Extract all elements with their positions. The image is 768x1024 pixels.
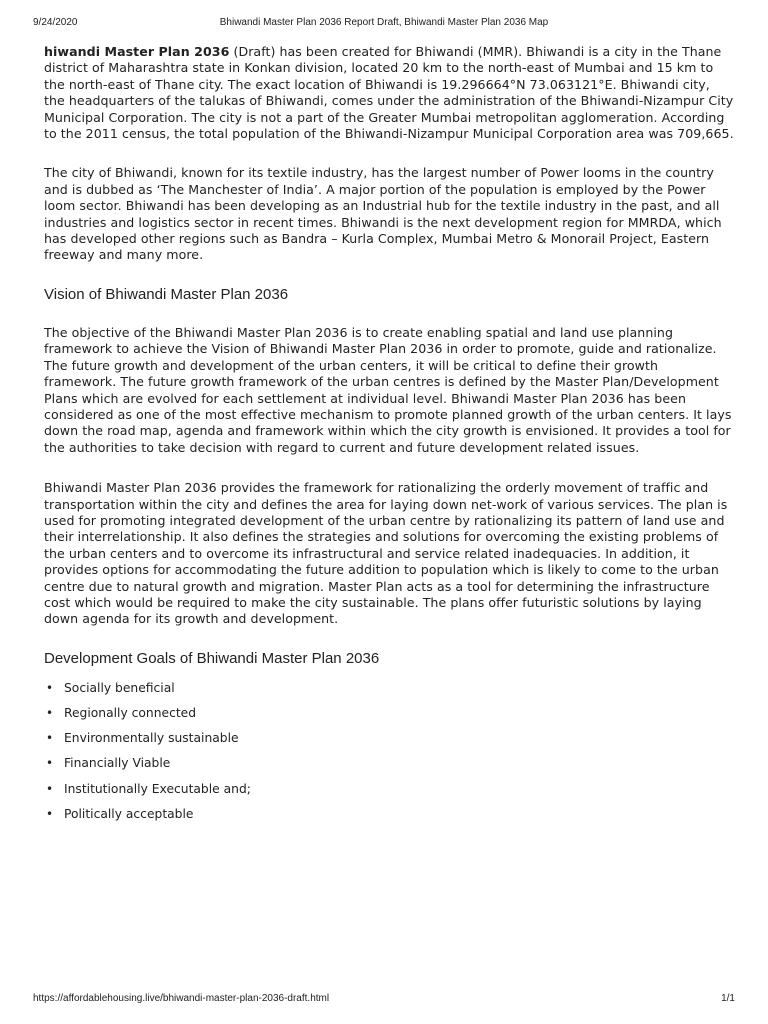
print-date: 9/24/2020 [33,17,78,28]
goals-heading: Development Goals of Bhiwandi Master Plan 2036 [44,649,380,667]
bullet-icon: • [46,680,54,695]
goal-item: • Environmentally sustainable [46,731,239,746]
goals-list [44,680,734,822]
bullet-icon: • [46,731,54,746]
print-footer [33,993,735,1007]
bullet-icon: • [46,756,54,771]
goal-item: • Socially beneficial [46,680,175,695]
intro-text: (Draft) has been created for Bhiwandi (MMR). Bhiwandi is a city in the Thane district of Maharashtra state in Konkan division, located 20 km to the north-east of Mumbai and 15 km to the north-east of Thane city. The exact location of Bhiwandi is 19.296664°N 73.063121°E. Bhiwandi city, the headquarters of the talukas of Bhiwandi, comes under the administration of the Bhiwandi-Nizampur City Municipal Corporation. The city is not a part of the Greater Mumbai metropolitan agglomeration. According to the 2011 census, the total population of the Bhiwandi-Nizampur Municipal Corporation area was 709,665. [44,44,734,142]
goal-item: • Regionally connected [46,705,197,720]
vision-paragraph-1: The objective of the Bhiwandi Master Plan 2036 is to create enabling spatial and land use planning framework to achieve the Vision of Bhiwandi Master Plan 2036 in order to promote, guide and rationalize. The future growth and development of the urban centers, it will be critical to define their growth framework. The future growth framework of the urban centres is defined by the Master Plan/Development Plans which are evolved for each settlement at individual level. Bhiwandi Master Plan 2036 has been considered as one of the most effective mechanism to promote planned growth of the urban centers. It lays down the road map, agenda and framework within which the city growth is envisioned. It provides a tool for the authorities to take decision with regard to current and future development related issues. [44,324,732,455]
intro-paragraph [44,44,734,142]
vision-heading: Vision of Bhiwandi Master Plan 2036 [44,285,289,303]
bullet-icon: • [46,806,54,821]
bullet-icon: • [46,705,54,720]
print-page-title: Bhiwandi Master Plan 2036 Report Draft, Bhiwandi Master Plan 2036 Map [219,17,549,28]
goal-item: • Politically acceptable [46,806,194,821]
bullet-icon: • [46,781,54,796]
goal-item: • Institutionally Executable and; [46,781,251,796]
vision-paragraph-2: Bhiwandi Master Plan 2036 provides the framework for rationalizing the orderly movement of traffic and transportation within the city and defines the area for laying down net-work of various services. The plan is used for promoting integrated development of the urban centre by rationalizing its pattern of land use and their interrelationship. It also defines the strategies and solutions for overcoming the existing problems of the urban centers and to overcome its infrastructural and service related inadequacies. In addition, it provides options for accommodating the future addition to population which is likely to come to the urban centre due to natural growth and migration. Master Plan acts as a tool for determining the infrastructure cost which would be required to make the city sustainable. The plans offer futuristic solutions by laying down agenda for its growth and development. [44,480,728,627]
article-content [44,44,734,831]
intro-lead: hiwandi Master Plan 2036 [44,44,230,59]
textile-paragraph: The city of Bhiwandi, known for its textile industry, has the largest number of Power looms in the country and is dubbed as ‘The Manchester of India’. A major portion of the population is employed by the Power loom sector. Bhiwandi has been developing as an Industrial hub for the textile industry in the past, and all industries and logistics sector in recent times. Bhiwandi is the next development region for MMRDA, which has developed other regions such as Bandra – Kurla Complex, Mumbai Metro & Monorail Project, Eastern freeway and many more. [44,165,722,263]
page-url[interactable]: https://affordablehousing.live/bhiwandi-master-plan-2036-draft.html [33,993,330,1004]
goal-item: • Financially Viable [46,756,171,771]
page-number: 1/1 [721,993,735,1004]
print-header [33,17,735,31]
